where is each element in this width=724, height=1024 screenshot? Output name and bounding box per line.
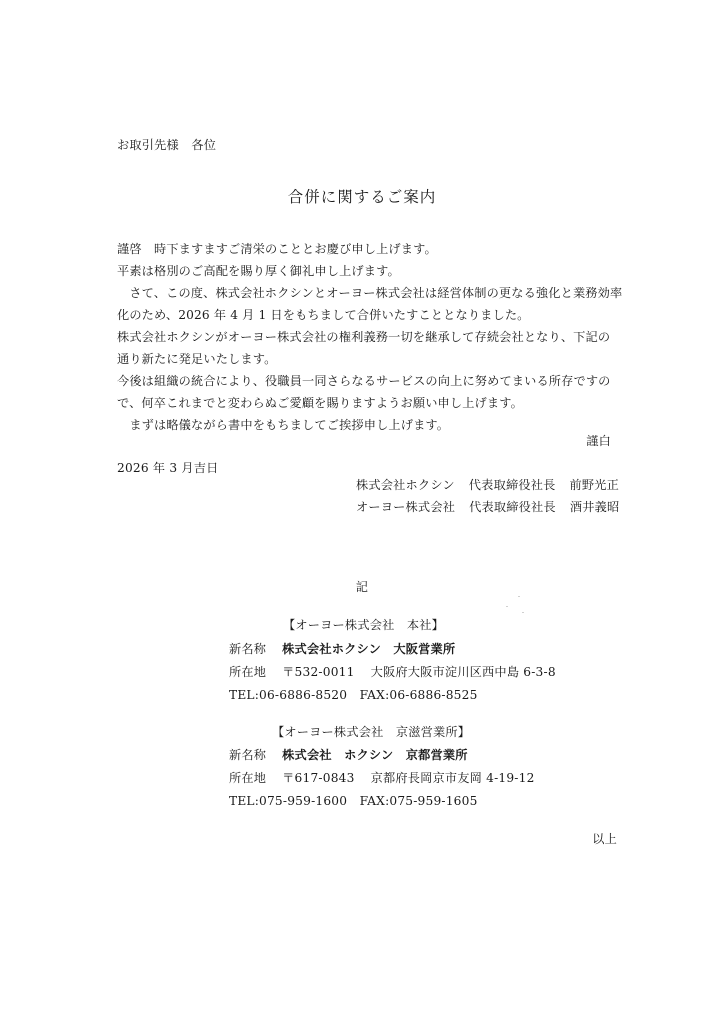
office-address-line (229, 663, 556, 680)
office-address: 京都府長岡京市友岡 4-19-12 (370, 771, 535, 785)
signatory-company: オーヨー株式会社 (356, 500, 456, 514)
office-address: 大阪府大阪市淀川区西中島 6-3-8 (370, 665, 556, 679)
body-line: さて、この度、株式会社ホクシンとオーヨー株式会社は経営体制の更なる強化と業務効率 (117, 286, 623, 300)
scan-speck (506, 606, 508, 607)
office-tel-fax: TEL:075-959-1600 FAX:075-959-1605 (229, 794, 478, 808)
office-tel-fax: TEL:06-6886-8520 FAX:06-6886-8525 (229, 688, 478, 702)
body-line: 謹啓 時下ますますご清栄のこととお慶び申し上げます。 (117, 242, 437, 256)
signatory-name: 前野光正 (569, 478, 620, 492)
closing-keihaku: 謹白 (586, 434, 611, 448)
office-new-name: 株式会社ホクシン 大阪営業所 (282, 642, 456, 656)
new-name-label: 新名称 (229, 642, 267, 656)
address-label: 所在地 (229, 771, 267, 785)
office-heading: 【オーヨー株式会社 本社】 (283, 618, 445, 632)
signatory-company: 株式会社ホクシン (356, 478, 455, 492)
addressee: お取引先様 各位 (117, 138, 217, 152)
signatory-name: 酒井義昭 (569, 500, 620, 514)
ijou-end-mark: 以上 (592, 832, 617, 846)
body-line: 株式会社ホクシンがオーヨー株式会社の権利義務一切を継承して存続会社となり、下記の (117, 330, 611, 344)
body-line: 化のため、2026 年 4 月 1 日をもちまして合併いたすこととなりました。 (117, 308, 530, 322)
ki-heading: 記 (355, 580, 369, 594)
body-line: 今後は組織の統合により、役職員一同さらなるサービスの向上に努めてまいる所存ですの (117, 374, 611, 388)
signatory-position: 代表取締役社長 (469, 500, 556, 514)
office-postal: 〒532-0011 (282, 665, 355, 679)
office-postal: 〒617-0843 (282, 771, 355, 785)
office-new-name: 株式会社 ホクシン 京都営業所 (282, 748, 468, 762)
body-line: 平素は格別のご高配を賜り厚く御礼申し上げます。 (117, 264, 400, 278)
scan-speck (518, 596, 520, 597)
new-name-label: 新名称 (229, 748, 267, 762)
body-line: まずは略儀ながら書中をもちましてご挨拶申し上げます。 (117, 418, 450, 432)
office-heading: 【オーヨー株式会社 京滋営業所】 (272, 725, 471, 739)
document-title: 合併に関するご案内 (287, 188, 437, 206)
signatory-position: 代表取締役社長 (468, 478, 556, 492)
signatory-line (356, 498, 619, 515)
office-new-name-line (229, 746, 468, 763)
letter-date: 2026 年 3 月吉日 (117, 461, 219, 475)
body-line: で、何卒これまでと変わらぬご愛顧を賜りますようお願い申し上げます。 (117, 396, 523, 410)
signatory-line (356, 476, 619, 493)
address-label: 所在地 (229, 665, 267, 679)
scan-speck (522, 612, 524, 613)
body-line: 通り新たに発足いたします。 (117, 352, 277, 366)
office-address-line (229, 769, 535, 786)
office-new-name-line (229, 640, 455, 657)
